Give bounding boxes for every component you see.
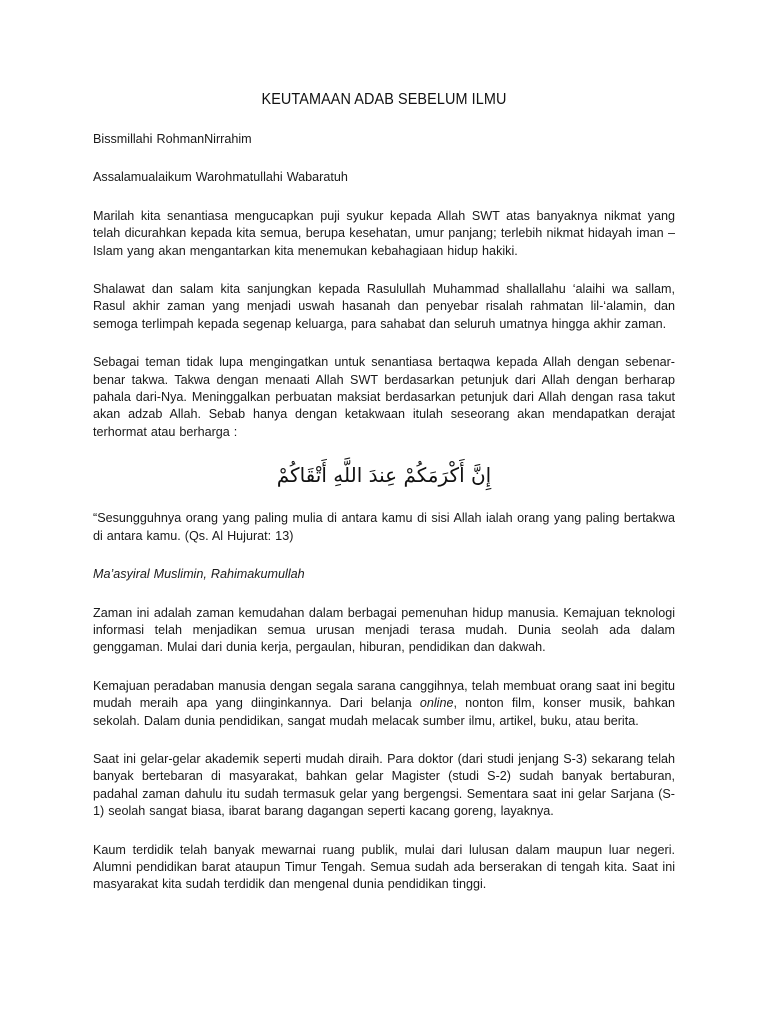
verse-translation: “Sesungguhnya orang yang paling mulia di antara kamu di sisi Allah ialah orang yang paling bertakwa di antara kamu. (Qs. Al Hujurat: 13)	[93, 511, 675, 543]
arabic-verse: إِنَّ أَكْرَمَكُمْ عِندَ اللَّهِ أَتْقَاكُمْ	[276, 463, 492, 488]
paragraph-civilization	[93, 678, 675, 730]
paragraph-civilization-italic: online	[419, 696, 454, 711]
address-line: Ma’asyiral Muslimin, Rahimakumullah	[93, 567, 305, 582]
paragraph-civilization-part2: , nonton film, konser musik, bahkan sekolah. Dalam dunia pendidikan, sangat mudah melacak sumber ilmu, artikel, buku, atau berita.	[93, 696, 675, 728]
document-title: KEUTAMAAN ADAB SEBELUM ILMU	[261, 91, 507, 108]
paragraph-civilization-part1: Kemajuan peradaban manusia dengan segala sarana canggihnya, telah membuat orang saat ini begitu mudah meraih apa yang diinginkannya. Dari belanja	[93, 678, 675, 711]
paragraph-taqwa: Sebagai teman tidak lupa mengingatkan untuk senantiasa bertaqwa kepada Allah dengan sebenar-benar takwa. Takwa dengan menaati Allah SWT berdasarkan petunjuk dari Allah dengan berharap pahala dari-Nya. Meninggalkan perbuatan maksiat berdasarkan petunjuk dari Allah dengan rasa takut akan adzab Allah. Sebab hanya dengan ketakwaan itulah seseorang akan mendapatkan derajat terhormat atau berharga :	[93, 355, 675, 439]
opening-salam: Assalamualaikum Warohmatullahi Wabaratuh	[93, 170, 348, 185]
paragraph-educated-public: Kaum terdidik telah banyak mewarnai ruang publik, mulai dari lulusan dalam maupun luar negeri. Alumni pendidikan barat ataupun Timur Tengah. Semua sudah ada berserakan di tengah kita. Saat ini masyarakat kita sudah terdidik dan mengenal dunia pendidikan tinggi.	[93, 842, 675, 892]
paragraph-academic-degrees: Saat ini gelar-gelar akademik seperti mudah diraih. Para doktor (dari studi jenjang S-3) sekarang telah banyak bertebaran di masyarakat, bahkan gelar Magister (studi S-2) sudah banyak bertaburan, padahal zaman dahulu itu sudah termasuk gelar yang bergengsi. Sementara saat ini gelar Sarjana (S-1) seolah sangat biasa, ibarat barang dagangan seperti kacang goreng, layaknya.	[93, 751, 675, 819]
paragraph-praise: Marilah kita senantiasa mengucapkan puji syukur kepada Allah SWT atas banyaknya nikmat yang telah dicurahkan kepada kita semua, berupa kesehatan, umur panjang; terlebih nikmat hidayah iman – Islam yang akan mengantarkan kita menemukan kebahagiaan hidup hakiki.	[93, 208, 675, 258]
opening-basmala: Bissmillahi RohmanNirrahim	[93, 132, 252, 146]
paragraph-modern-era: Zaman ini adalah zaman kemudahan dalam berbagai pemenuhan hidup manusia. Kemajuan teknologi informasi telah menjadikan semua urusan menjadi terasa mudah. Dunia seolah ada dalam genggaman. Mulai dari dunia kerja, pergaulan, hiburan, pendidikan dan dakwah.	[93, 605, 675, 655]
paragraph-shalawat: Shalawat dan salam kita sanjungkan kepada Rasulullah Muhammad shallallahu ‘alaihi wa sallam, Rasul akhir zaman yang menjadi uswah hasanah dan penyebar risalah rahmatan lil-‘alamin, dan semoga terlimpah kepada segenap keluarga, para sahabat dan seluruh umatnya hingga akhir zaman.	[93, 282, 675, 331]
